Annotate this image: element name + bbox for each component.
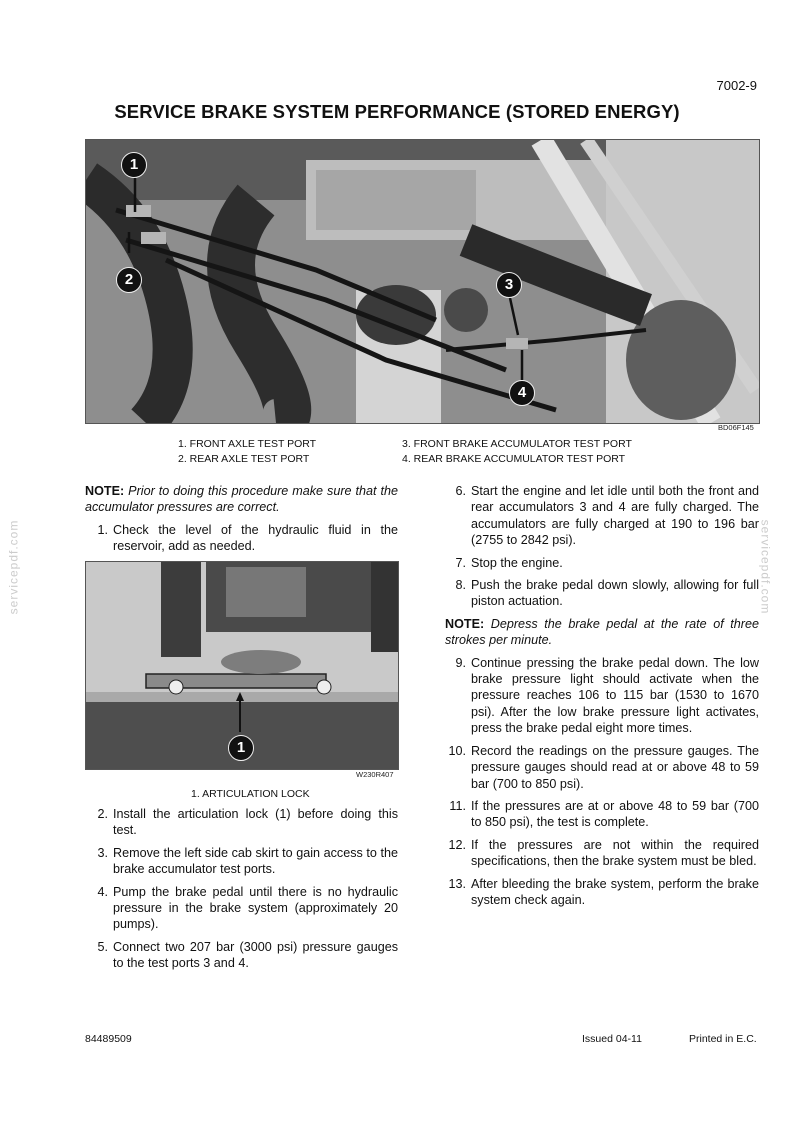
step-text: Continue pressing the brake pedal down. The low brake pressure light should activate when the pressure reaches 106 to 115 bar (1530 to 1670 psi). After the low brake pressure light activates, press the brake pedal eight more times. xyxy=(471,655,759,736)
step-text: Start the engine and let idle until both the front and rear accumulators 3 and 4 are fully charged. The accumulators are fully charged at 190 to 196 bar (2755 to 2842 psi). xyxy=(471,484,759,548)
list-item xyxy=(443,798,759,831)
steps-list xyxy=(443,483,759,610)
callout-1: 1 xyxy=(121,152,147,178)
step-number: 3. xyxy=(97,845,108,860)
list-item xyxy=(443,483,759,549)
step-number: 11. xyxy=(449,798,466,813)
legend-item-3: 3. FRONT BRAKE ACCUMULATOR TEST PORT xyxy=(402,438,632,450)
figure-code: BD06F145 xyxy=(718,423,754,432)
step-number: 4. xyxy=(97,884,108,899)
step-number: 9. xyxy=(455,655,466,670)
note-text: Prior to doing this procedure make sure that the accumulator pressures are correct. xyxy=(85,484,399,515)
step-number: 7. xyxy=(455,555,466,570)
list-item xyxy=(85,806,398,839)
left-column-continued xyxy=(85,806,398,978)
steps-list xyxy=(443,655,759,909)
list-item xyxy=(85,939,398,972)
figure-legend-right xyxy=(402,437,632,467)
step-text: Pump the brake pedal until there is no hydraulic pressure in the brake system (approximately 20 pumps). xyxy=(113,884,398,932)
step-number: 1. xyxy=(97,522,108,537)
figure2-caption: 1. ARTICULATION LOCK xyxy=(191,788,310,800)
page-number: 7002-9 xyxy=(716,78,757,93)
note-text: Depress the brake pedal at the rate of three strokes per minute. xyxy=(445,616,759,648)
step-number: 5. xyxy=(97,939,108,954)
step-text: If the pressures are not within the required specifications, then the brake system must be bled. xyxy=(471,837,759,869)
list-item xyxy=(443,577,759,610)
watermark-left: servicepdf.com xyxy=(6,519,21,615)
legend-item-1: 1. FRONT AXLE TEST PORT xyxy=(178,438,317,450)
note-label: NOTE: xyxy=(445,616,485,631)
legend-item-2: 2. REAR AXLE TEST PORT xyxy=(178,453,310,465)
right-column xyxy=(443,483,759,914)
list-item xyxy=(443,837,759,870)
callout-articulation-1: 1 xyxy=(228,735,254,761)
step-number: 8. xyxy=(455,578,466,593)
step-text: Install the articulation lock (1) before doing this test. xyxy=(113,807,398,838)
step-number: 12. xyxy=(448,837,466,852)
brake-ports-photo xyxy=(85,139,760,424)
left-column xyxy=(85,483,398,561)
step-text: Remove the left side cab skirt to gain access to the brake accumulator test ports. xyxy=(113,845,398,877)
step-number: 6. xyxy=(455,484,466,498)
step-number: 2. xyxy=(97,807,108,821)
callout-3: 3 xyxy=(496,272,522,298)
step-text: Check the level of the hydraulic fluid in the reservoir, add as needed. xyxy=(113,522,398,554)
note xyxy=(443,616,759,649)
legend-item-4: 4. REAR BRAKE ACCUMULATOR TEST PORT xyxy=(402,453,626,465)
note-label: NOTE: xyxy=(85,484,125,498)
steps-list xyxy=(85,522,398,555)
page-title: SERVICE BRAKE SYSTEM PERFORMANCE (STORED ENERGY) xyxy=(114,101,680,122)
callout-4: 4 xyxy=(509,380,535,406)
issued-date: Issued 04-11 xyxy=(582,1033,642,1045)
step-text: Push the brake pedal down slowly, allowing for full piston actuation. xyxy=(471,578,759,609)
list-item xyxy=(85,522,398,555)
doc-number: 84489509 xyxy=(85,1033,132,1045)
list-item xyxy=(85,845,398,878)
step-number: 10. xyxy=(448,743,466,758)
step-text: Connect two 207 bar (3000 psi) pressure gauges to the test ports 3 and 4. xyxy=(113,939,398,971)
figure-legend-left xyxy=(178,437,316,467)
callout-2: 2 xyxy=(116,267,142,293)
step-text: Stop the engine. xyxy=(471,555,563,570)
step-text: After bleeding the brake system, perform the brake system check again. xyxy=(471,876,759,907)
list-item xyxy=(443,655,759,737)
list-item xyxy=(443,876,759,909)
step-text: If the pressures are at or above 48 to 59 bar (700 to 850 psi), the test is complete. xyxy=(471,798,759,830)
list-item xyxy=(443,743,759,792)
note xyxy=(85,483,398,516)
steps-list xyxy=(85,806,398,972)
printed-in: Printed in E.C. xyxy=(689,1033,757,1045)
step-number: 13. xyxy=(448,876,466,891)
step-text: Record the readings on the pressure gauges. The pressure gauges should read at or above 48 to 59 bar (700 to 850 psi). xyxy=(471,743,759,791)
watermark-right: servicepdf.com xyxy=(758,519,773,615)
figure2-code: W230R407 xyxy=(356,770,394,779)
list-item xyxy=(443,555,759,571)
list-item xyxy=(85,884,398,933)
